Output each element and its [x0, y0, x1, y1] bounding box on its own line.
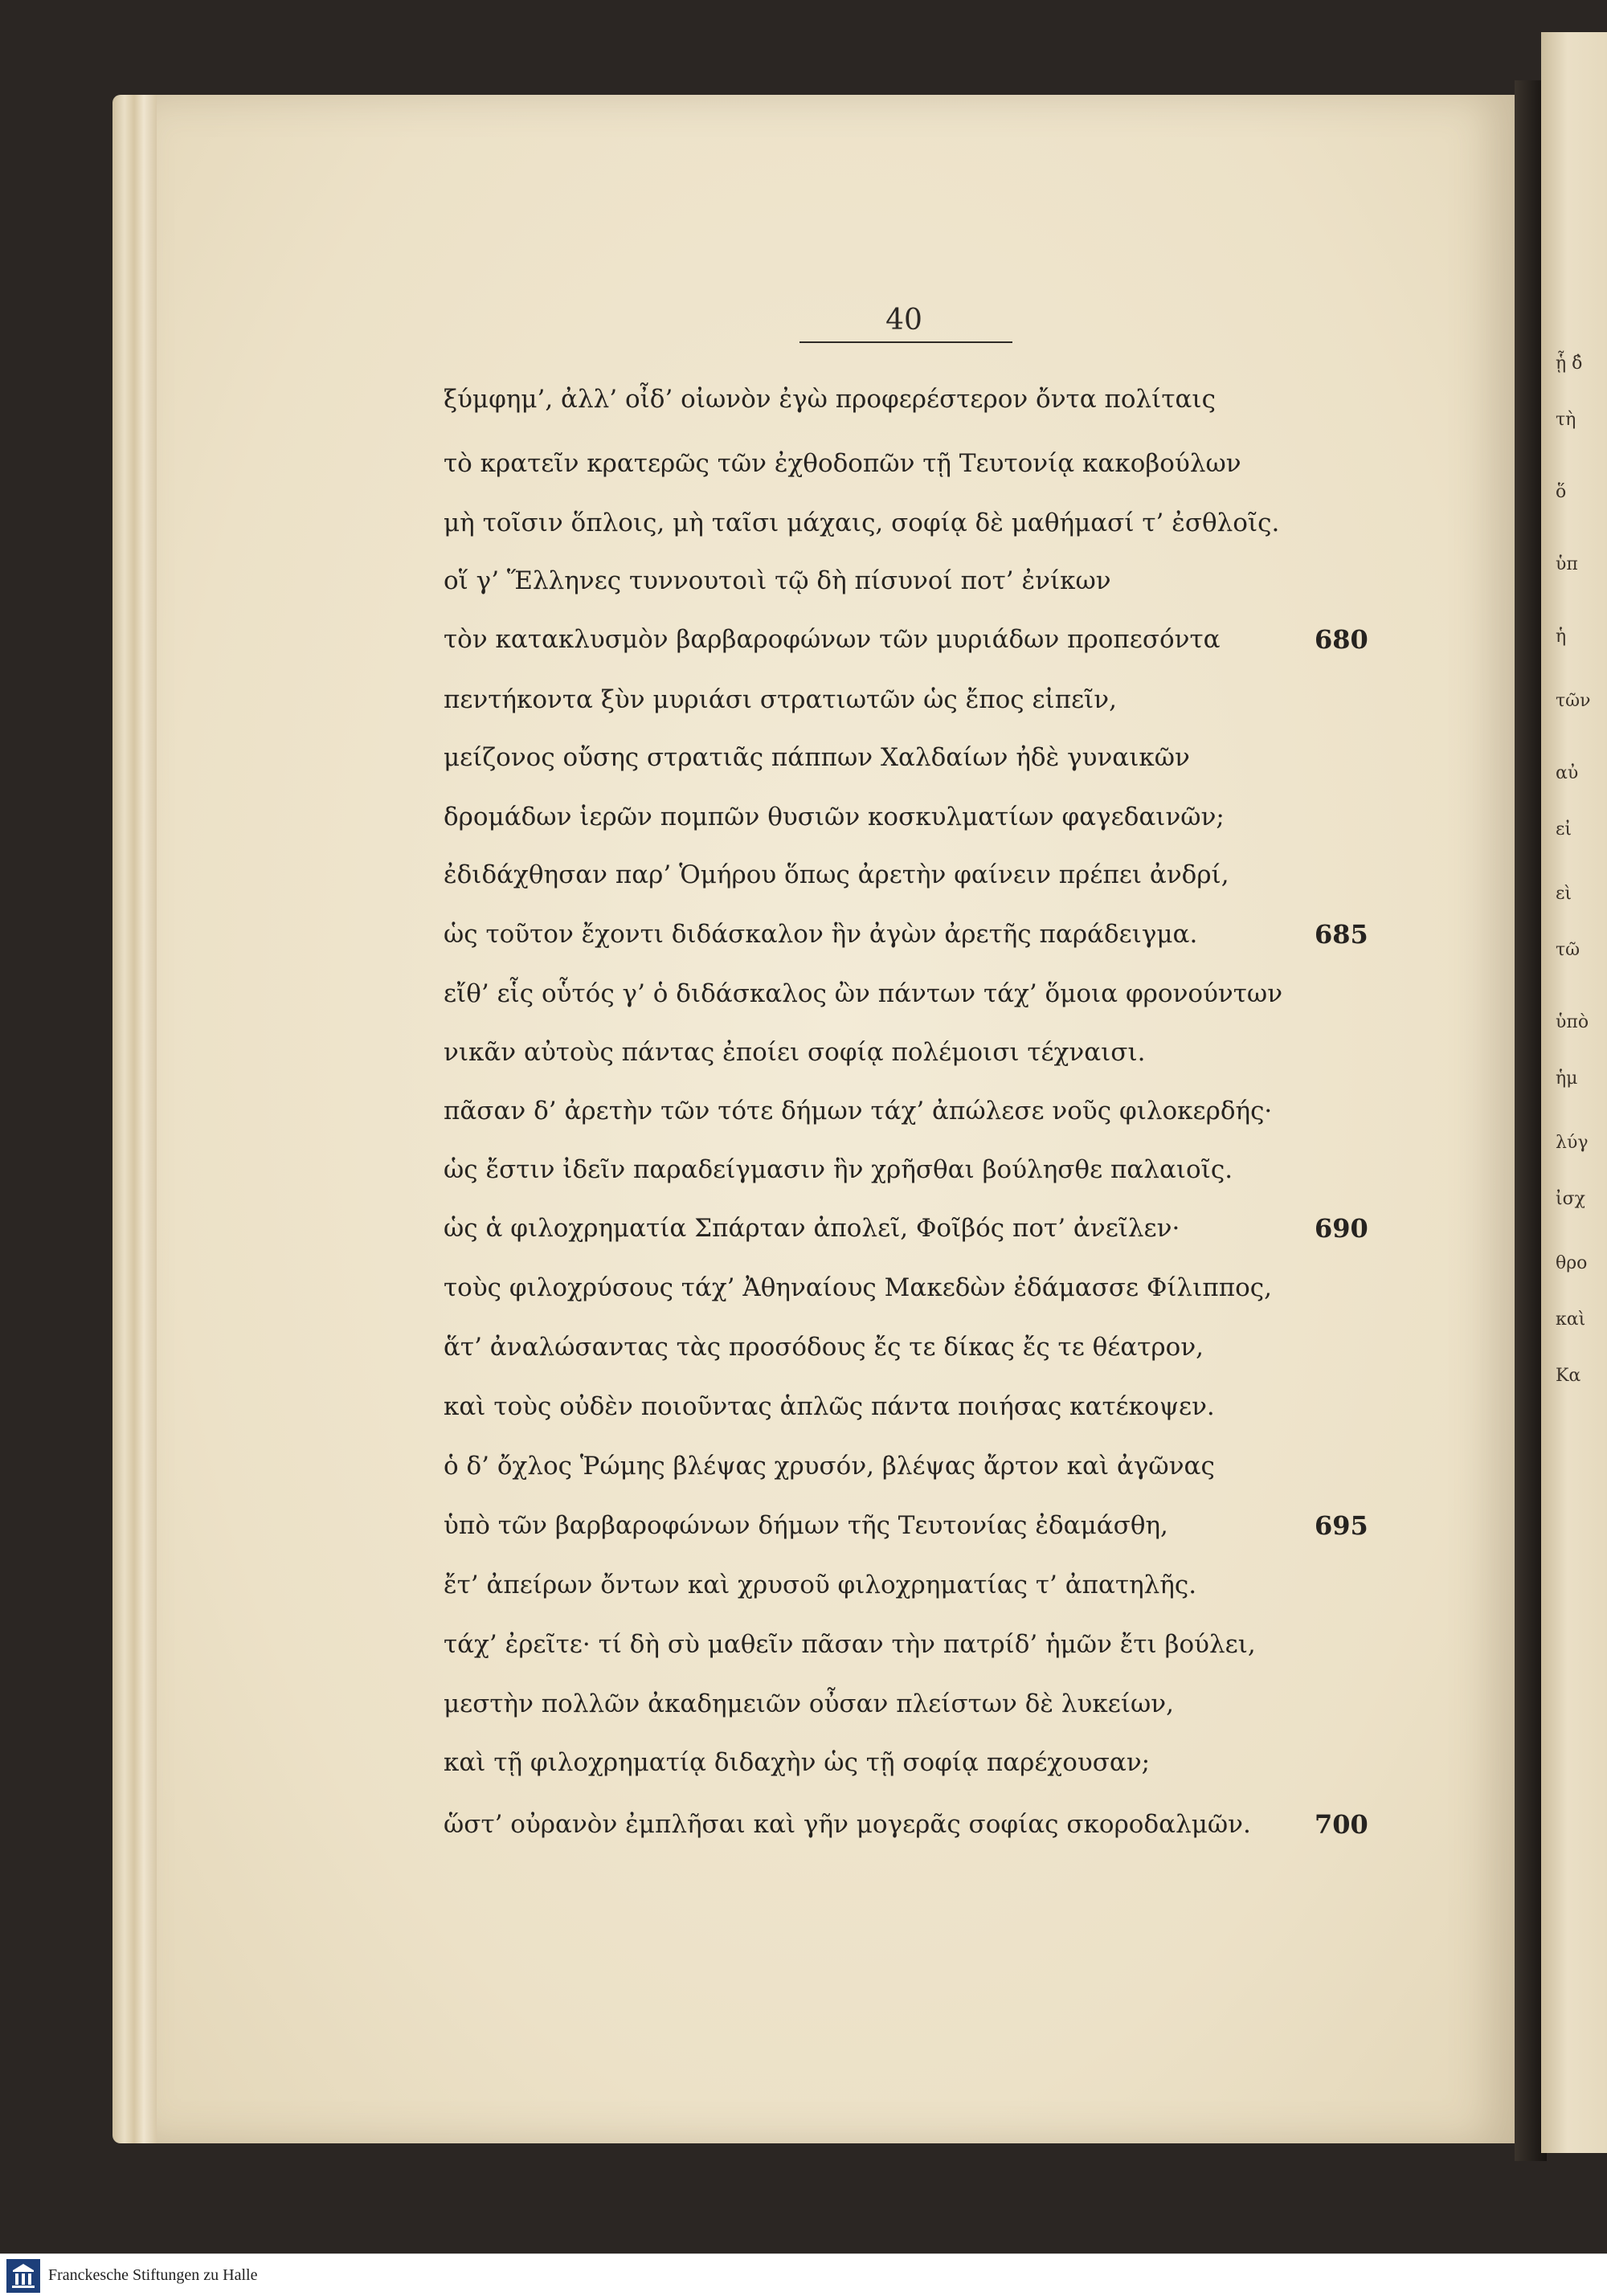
line-number: 685 — [1315, 919, 1368, 950]
verse-line: πεντήκοντα ξὺν μυριάσι στρατιωτῶν ὡς ἔπος εἰπεῖν, — [444, 685, 1117, 714]
adjacent-text-fragment: ὑπ — [1556, 554, 1578, 574]
verse-line: δρομάδων ἱερῶν πομπῶν θυσιῶν κοσκυλματίων φαγεδαινῶν; — [444, 803, 1225, 831]
adjacent-text-fragment: λύγ — [1556, 1133, 1589, 1153]
verse-line: νικᾶν αὐτοὺς πάντας ἐποίει σοφίᾳ πολέμοισι τέχναισι. — [444, 1038, 1146, 1067]
verse-line: μεστὴν πολλῶν ἀκαδημειῶν οὖσαν πλείστων δὲ λυκείων, — [444, 1689, 1174, 1718]
book-page-edges — [112, 95, 161, 2143]
verse-line: ὡς ἔστιν ἰδεῖν παραδείγμασιν ἣν χρῆσθαι βούλησθε παλαιοῖς. — [444, 1155, 1233, 1184]
verse-line: ἐδιδάχθησαν παρ’ Ὁμήρου ὅπως ἀρετὴν φαίνειν πρέπει ἀνδρί, — [444, 860, 1229, 889]
verse-line: καὶ τοὺς οὐδὲν ποιοῦντας ἁπλῶς πάντα ποιήσας κατέκοψεν. — [444, 1392, 1215, 1421]
adjacent-text-fragment: τῶν — [1556, 691, 1591, 711]
page-number: 40 — [885, 304, 922, 337]
adjacent-text-fragment: τῶ — [1556, 940, 1580, 960]
footer-bar — [0, 2253, 1607, 2296]
verse-line: ὑπὸ τῶν βαρβαροφώνων δήμων τῆς Τευτονίας ἐδαμάσθη, — [444, 1511, 1168, 1540]
adjacent-text-fragment: ᾗ δ̓ — [1556, 353, 1583, 374]
verse-line: τοὺς φιλοχρύσους τάχ’ Ἀθηναίους Μακεδὼν ἐδάμασσε Φίλιππος, — [444, 1273, 1272, 1302]
adjacent-page-fragment — [1541, 32, 1607, 2153]
verse-line: ἅτ’ ἀναλώσαντας τὰς προσόδους ἔς τε δίκας ἔς τε θέατρον, — [444, 1333, 1204, 1362]
verse-line: μὴ τοῖσιν ὅπλοις, μὴ ταῖσι μάχαις, σοφίᾳ δὲ μαθήμασί τ’ ἐσθλοῖς. — [444, 509, 1280, 537]
verse-line: μείζονος οὔσης στρατιᾶς πάππων Χαλδαίων ἠδὲ γυναικῶν — [444, 743, 1190, 772]
verse-line: τὸ κρατεῖν κρατερῶς τῶν ἐχθοδοπῶν τῇ Τευτονίᾳ κακοβούλων — [444, 449, 1241, 478]
adjacent-text-fragment: ὑπὸ — [1556, 1012, 1589, 1032]
verse-line: πᾶσαν δ’ ἀρετὴν τῶν τότε δήμων τάχ’ ἀπώλεσε νοῦς φιλοκερδής· — [444, 1097, 1273, 1126]
verse-line: ὥστ’ οὐρανὸν ἐμπλῆσαι καὶ γῆν μογερᾶς σοφίας σκοροδαλμῶν. — [444, 1810, 1251, 1839]
adjacent-text-fragment: θρο — [1556, 1253, 1588, 1273]
verse-line: ὡς τοῦτον ἔχοντι διδάσκαλον ἣν ἀγὼν ἀρετῆς παράδειγμα. — [444, 920, 1198, 949]
verse-line: οἵ γ’ Ἕλληνες τυννουτοιὶ τῷ δὴ πίσυνοί ποτ’ ἐνίκων — [444, 566, 1111, 595]
header-rule — [799, 341, 1012, 343]
line-number: 680 — [1315, 624, 1368, 655]
line-number: 700 — [1315, 1809, 1368, 1840]
adjacent-text-fragment: τὴ — [1556, 410, 1576, 430]
institution-name: Franckesche Stiftungen zu Halle — [48, 2266, 258, 2284]
adjacent-text-fragment: ἡμ — [1556, 1068, 1578, 1089]
verse-line: τάχ’ ἐρεῖτε· τί δὴ σὺ μαθεῖν πᾶσαν τὴν πατρίδ’ ἡμῶν ἔτι βούλει, — [444, 1630, 1256, 1659]
verse-line: ὁ δ’ ὄχλος Ῥώμης βλέψας χρυσόν, βλέψας ἄρτον καὶ ἀγῶνας — [444, 1452, 1215, 1481]
adjacent-text-fragment: αὐ — [1556, 763, 1579, 783]
verse-line: τὸν κατακλυσμὸν βαρβαροφώνων τῶν μυριάδων προπεσόντα — [444, 625, 1221, 654]
verse-line: εἴθ’ εἷς οὗτός γ’ ὁ διδάσκαλος ὢν πάντων τάχ’ ὅμοια φρονούντων — [444, 979, 1283, 1008]
adjacent-text-fragment: καὶ — [1556, 1309, 1586, 1330]
adjacent-text-fragment: ὅ — [1556, 482, 1567, 502]
verse-line: καὶ τῇ φιλοχρηματίᾳ διδαχὴν ὡς τῇ σοφίᾳ παρέχουσαν; — [444, 1748, 1151, 1777]
verse-line: ξύμφημ’, ἀλλ’ οἶδ’ οἰωνὸν ἐγὼ προφερέστερον ὄντα πολίταις — [444, 385, 1216, 414]
adjacent-text-fragment: εὶ — [1556, 884, 1572, 904]
line-number: 690 — [1315, 1213, 1368, 1244]
institution-logo-icon — [6, 2259, 40, 2293]
line-number: 695 — [1315, 1510, 1368, 1541]
adjacent-text-fragment: Κα — [1556, 1366, 1581, 1386]
adjacent-text-fragment: εἰ — [1556, 819, 1572, 840]
adjacent-text-fragment: ἰσχ — [1556, 1189, 1585, 1209]
verse-line: ὡς ἁ φιλοχρηματία Σπάρταν ἀπολεῖ, Φοῖβός ποτ’ ἀνεῖλεν· — [444, 1214, 1180, 1243]
verse-line: ἔτ’ ἀπείρων ὄντων καὶ χρυσοῦ φιλοχρηματίας τ’ ἀπατηλῆς. — [444, 1571, 1197, 1599]
adjacent-text-fragment: ἡ — [1556, 627, 1567, 647]
